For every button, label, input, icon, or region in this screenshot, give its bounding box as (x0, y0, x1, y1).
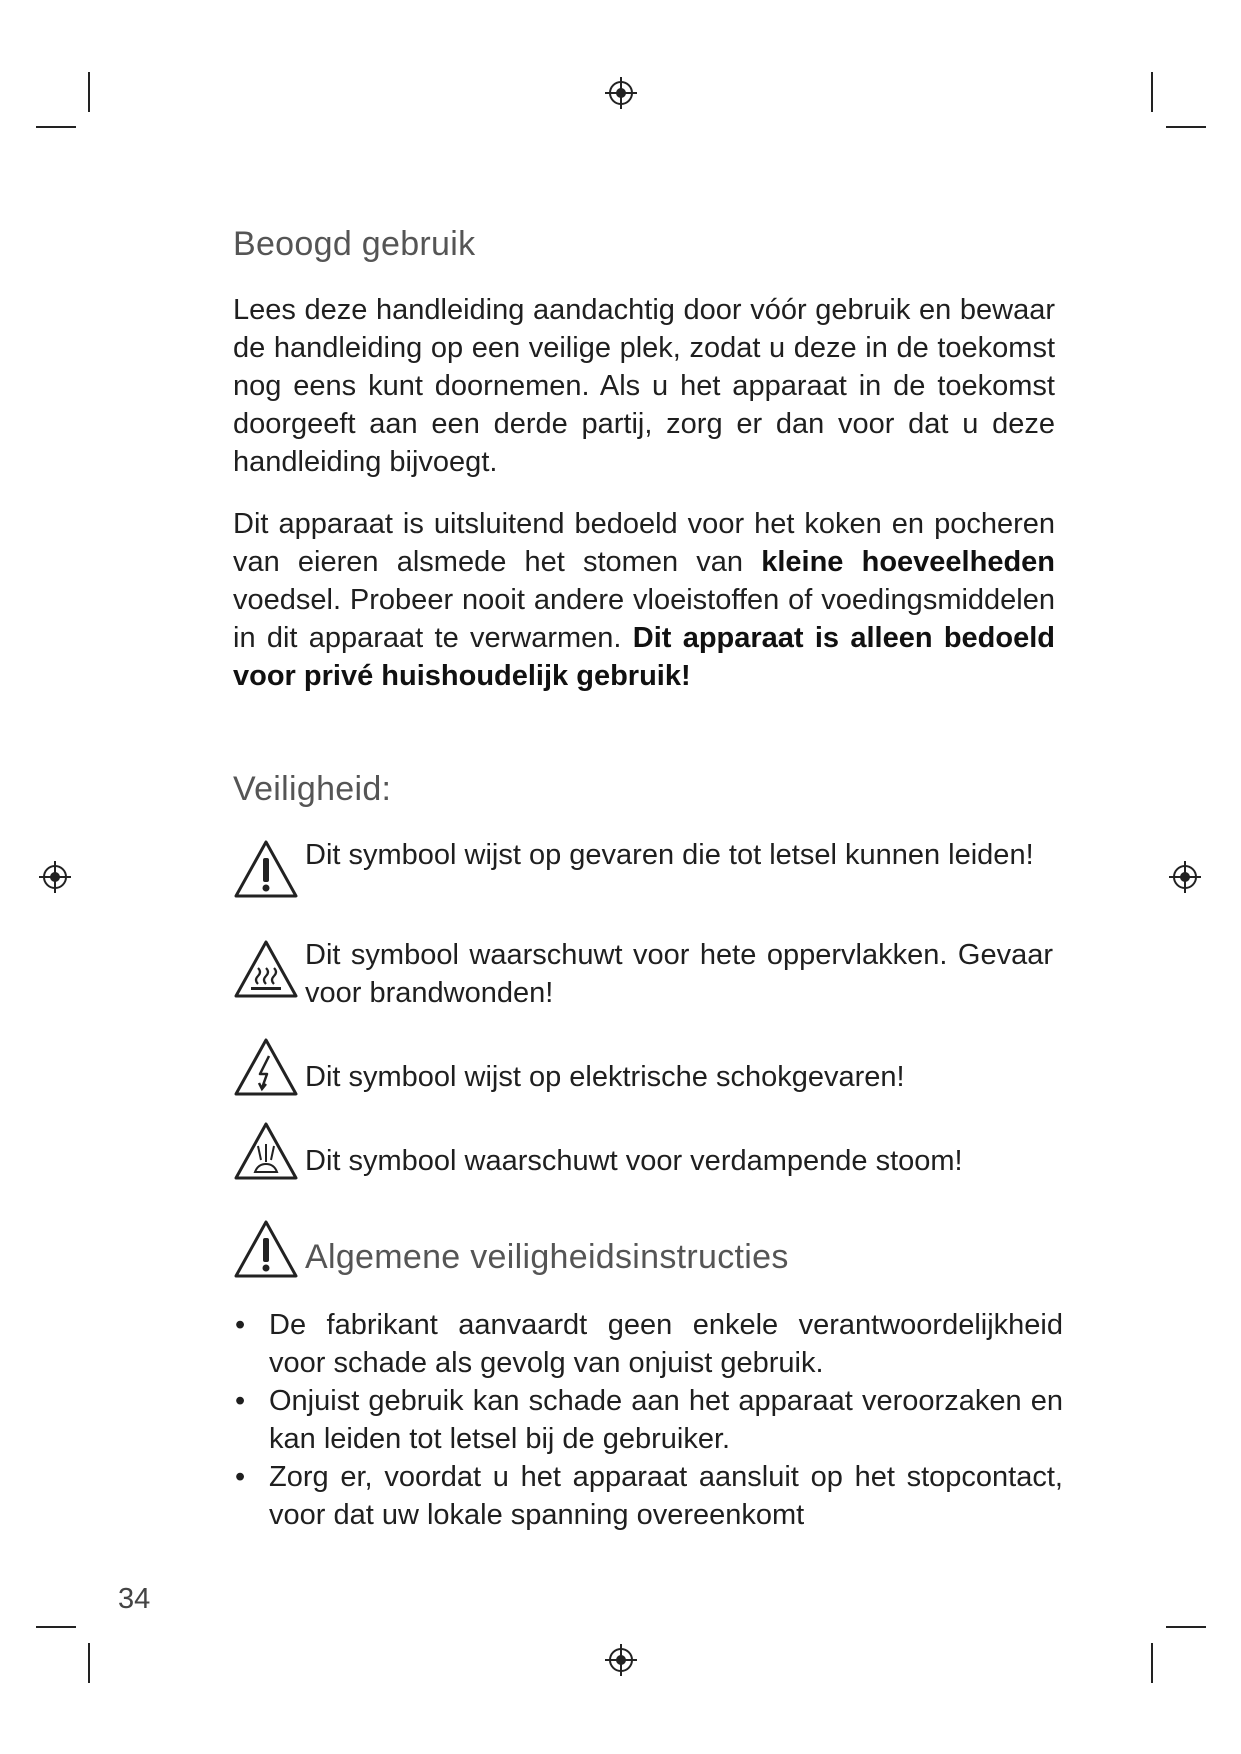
list-item (233, 1382, 1063, 1458)
safety-symbol-row (233, 1036, 1053, 1098)
crop-mark (88, 1643, 90, 1683)
crop-mark (1151, 72, 1153, 112)
crop-mark (88, 72, 90, 112)
steam-warning-icon (233, 1120, 299, 1182)
crop-mark (36, 126, 76, 128)
paragraph-text: Dit apparaat is uitsluitend bedoeld voor het koken en pocheren van eieren alsmede het stomen van (233, 508, 1055, 578)
emphasis-text: kleine hoeveelheden (761, 546, 1056, 578)
section-title-general-safety: Algemene veiligheidsinstructies (305, 1238, 789, 1276)
safety-symbol-row (233, 838, 1053, 900)
list-item (233, 1458, 1063, 1534)
safety-symbol-row (233, 1120, 1053, 1182)
safety-symbol-text: Dit symbool waarschuwt voor verdampende stoom! (305, 1145, 963, 1177)
safety-symbol-text: Dit symbool wijst op gevaren die tot letsel kunnen leiden! (305, 839, 1034, 871)
list-item-text: Zorg er, voordat u het apparaat aansluit op het stopcontact, voor dat uw lokale spanning overeenkomt (269, 1461, 1063, 1531)
crop-mark (1166, 1626, 1206, 1628)
list-item (233, 1306, 1063, 1382)
crop-mark (1166, 126, 1206, 128)
safety-symbol-text: Dit symbool waarschuwt voor hete oppervlakken. Gevaar voor brandwonden! (305, 939, 1053, 1009)
emphasis-text: Dit apparaat is alleen bedoeld voor privé huishoudelijk gebruik! (233, 622, 1055, 692)
paragraph-text: voedsel. Probeer nooit andere vloeistoffen of voedingsmiddelen in dit apparaat te verwarmen. (233, 584, 1055, 654)
registration-mark-icon (604, 1643, 638, 1677)
general-safety-list (233, 1306, 1063, 1534)
intended-use-paragraph-2 (233, 505, 1055, 695)
section-title-intended-use: Beoogd gebruik (233, 225, 476, 263)
section-title-safety: Veiligheid: (233, 770, 392, 808)
hot-surface-warning-icon (233, 938, 299, 1000)
electric-shock-warning-icon (233, 1036, 299, 1098)
general-safety-heading (233, 1218, 1053, 1280)
bullet-icon: • (235, 1309, 246, 1341)
safety-symbol-row (233, 938, 1053, 1012)
list-item-text: De fabrikant aanvaardt geen enkele verantwoordelijkheid voor schade als gevolg van onjuist gebruik. (269, 1309, 1063, 1379)
registration-mark-icon (38, 860, 72, 894)
crop-mark (36, 1626, 76, 1628)
exclamation-warning-icon (233, 1218, 299, 1280)
list-item-text: Onjuist gebruik kan schade aan het apparaat veroorzaken en kan leiden tot letsel bij de gebruiker. (269, 1385, 1063, 1455)
exclamation-warning-icon (233, 838, 299, 900)
intended-use-paragraph-1: Lees deze handleiding aandachtig door vóór gebruik en bewaar de handleiding op een veilige plek, zodat u deze in de toekomst nog eens kunt doornemen. Als u het apparaat in de toekomst doorgeeft aan een derde partij, zorg er dan voor dat u deze handleiding bijvoegt. (233, 294, 1055, 478)
page-number: 34 (118, 1583, 151, 1615)
bullet-icon: • (235, 1385, 246, 1417)
safety-symbol-text: Dit symbool wijst op elektrische schokgevaren! (305, 1061, 905, 1093)
registration-mark-icon (1168, 860, 1202, 894)
registration-mark-icon (604, 76, 638, 110)
crop-mark (1151, 1643, 1153, 1683)
bullet-icon: • (235, 1461, 246, 1493)
